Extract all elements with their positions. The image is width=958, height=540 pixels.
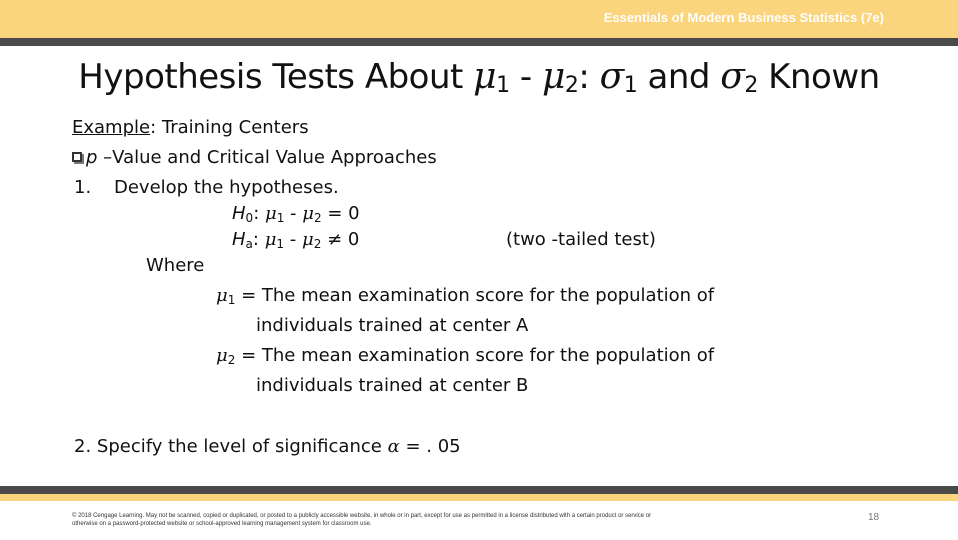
course-title: Essentials of Modern Business Statistics (7e) — [603, 10, 884, 25]
step2-text: 2. Specify the level of significance — [74, 436, 388, 457]
h-symbol: H — [232, 229, 246, 250]
minus-sign: - — [284, 203, 303, 224]
subscript-2: 2 — [564, 73, 579, 98]
mu1-definition-text: = The mean examination score for the population of — [235, 285, 715, 306]
mu-symbol: μ — [302, 229, 314, 250]
page-number: 18 — [868, 512, 880, 523]
minus-sign: - — [284, 229, 302, 250]
header-band — [0, 0, 958, 38]
step1-text: Develop the hypotheses. — [114, 177, 339, 198]
checkbox-bullet-icon — [72, 152, 82, 162]
footer-band — [0, 494, 958, 501]
mu2-definition-cont: individuals trained at center B — [256, 375, 529, 396]
subscript-1: 1 — [623, 73, 638, 98]
copyright-line-1: © 2018 Cengage Learning. May not be scanned, copied or duplicated, or posted to a publicly accessible website, in whole or in part, except for use as permitted in a license distributed with a certain product or service or — [72, 513, 652, 519]
h-symbol: H — [232, 203, 246, 224]
example-label: Example — [72, 117, 151, 138]
null-hypothesis — [232, 203, 360, 225]
mu-symbol: μ — [264, 229, 277, 250]
colon: : — [252, 229, 265, 250]
mu-symbol: μ — [473, 56, 497, 97]
mu1-definition-cont: individuals trained at center A — [256, 315, 529, 336]
mu-symbol: μ — [302, 203, 314, 224]
known-word: Known — [757, 57, 880, 97]
example-line — [72, 117, 309, 138]
footer-rule — [0, 486, 958, 494]
header-rule — [0, 38, 958, 46]
equals-zero: = 0 — [321, 203, 360, 224]
where-label: Where — [146, 255, 205, 276]
copyright-notice — [72, 512, 812, 528]
mu-symbol: μ — [216, 345, 228, 366]
step2-line — [74, 436, 461, 457]
sigma-symbol: σ — [599, 56, 624, 97]
subscript-2: 2 — [744, 73, 758, 98]
colon: : — [578, 57, 600, 97]
mu1-definition — [216, 285, 714, 307]
minus-sign: - — [509, 57, 542, 97]
subscript-1: 1 — [276, 237, 285, 251]
title-text: Hypothesis Tests About — [78, 57, 474, 97]
mu2-definition — [216, 345, 714, 367]
colon: : — [253, 203, 265, 224]
example-topic: : Training Centers — [150, 117, 309, 138]
mu-symbol: μ — [264, 203, 277, 224]
subscript-1: 1 — [227, 293, 236, 307]
ha-subscript: a — [245, 237, 253, 251]
mu-symbol: μ — [216, 285, 228, 306]
copyright-line-2: otherwise on a password-protected website or school-approved learning management system for classroom use. — [72, 521, 372, 527]
subscript-2: 2 — [313, 211, 322, 225]
mu2-definition-text: = The mean examination score for the population of — [235, 345, 715, 366]
h0-subscript: 0 — [245, 211, 254, 225]
and-word: and — [637, 57, 721, 97]
mu-symbol: μ — [541, 56, 565, 97]
alternative-hypothesis — [232, 229, 359, 251]
approach-text: –Value and Critical Value Approaches — [97, 147, 437, 168]
alpha-symbol: α — [387, 436, 400, 457]
slide-title — [0, 56, 958, 98]
subscript-1: 1 — [276, 211, 285, 225]
p-symbol: p — [86, 147, 98, 168]
approach-line — [72, 147, 437, 168]
subscript-2: 2 — [227, 353, 236, 367]
step1-number: 1. — [74, 177, 92, 198]
subscript-2: 2 — [313, 237, 322, 251]
subscript-1: 1 — [496, 73, 510, 98]
not-equal-zero: ≠ 0 — [321, 229, 360, 250]
two-tailed-note: (two -tailed test) — [506, 229, 656, 250]
sigma-symbol: σ — [720, 56, 745, 97]
alpha-value: = . 05 — [399, 436, 461, 457]
